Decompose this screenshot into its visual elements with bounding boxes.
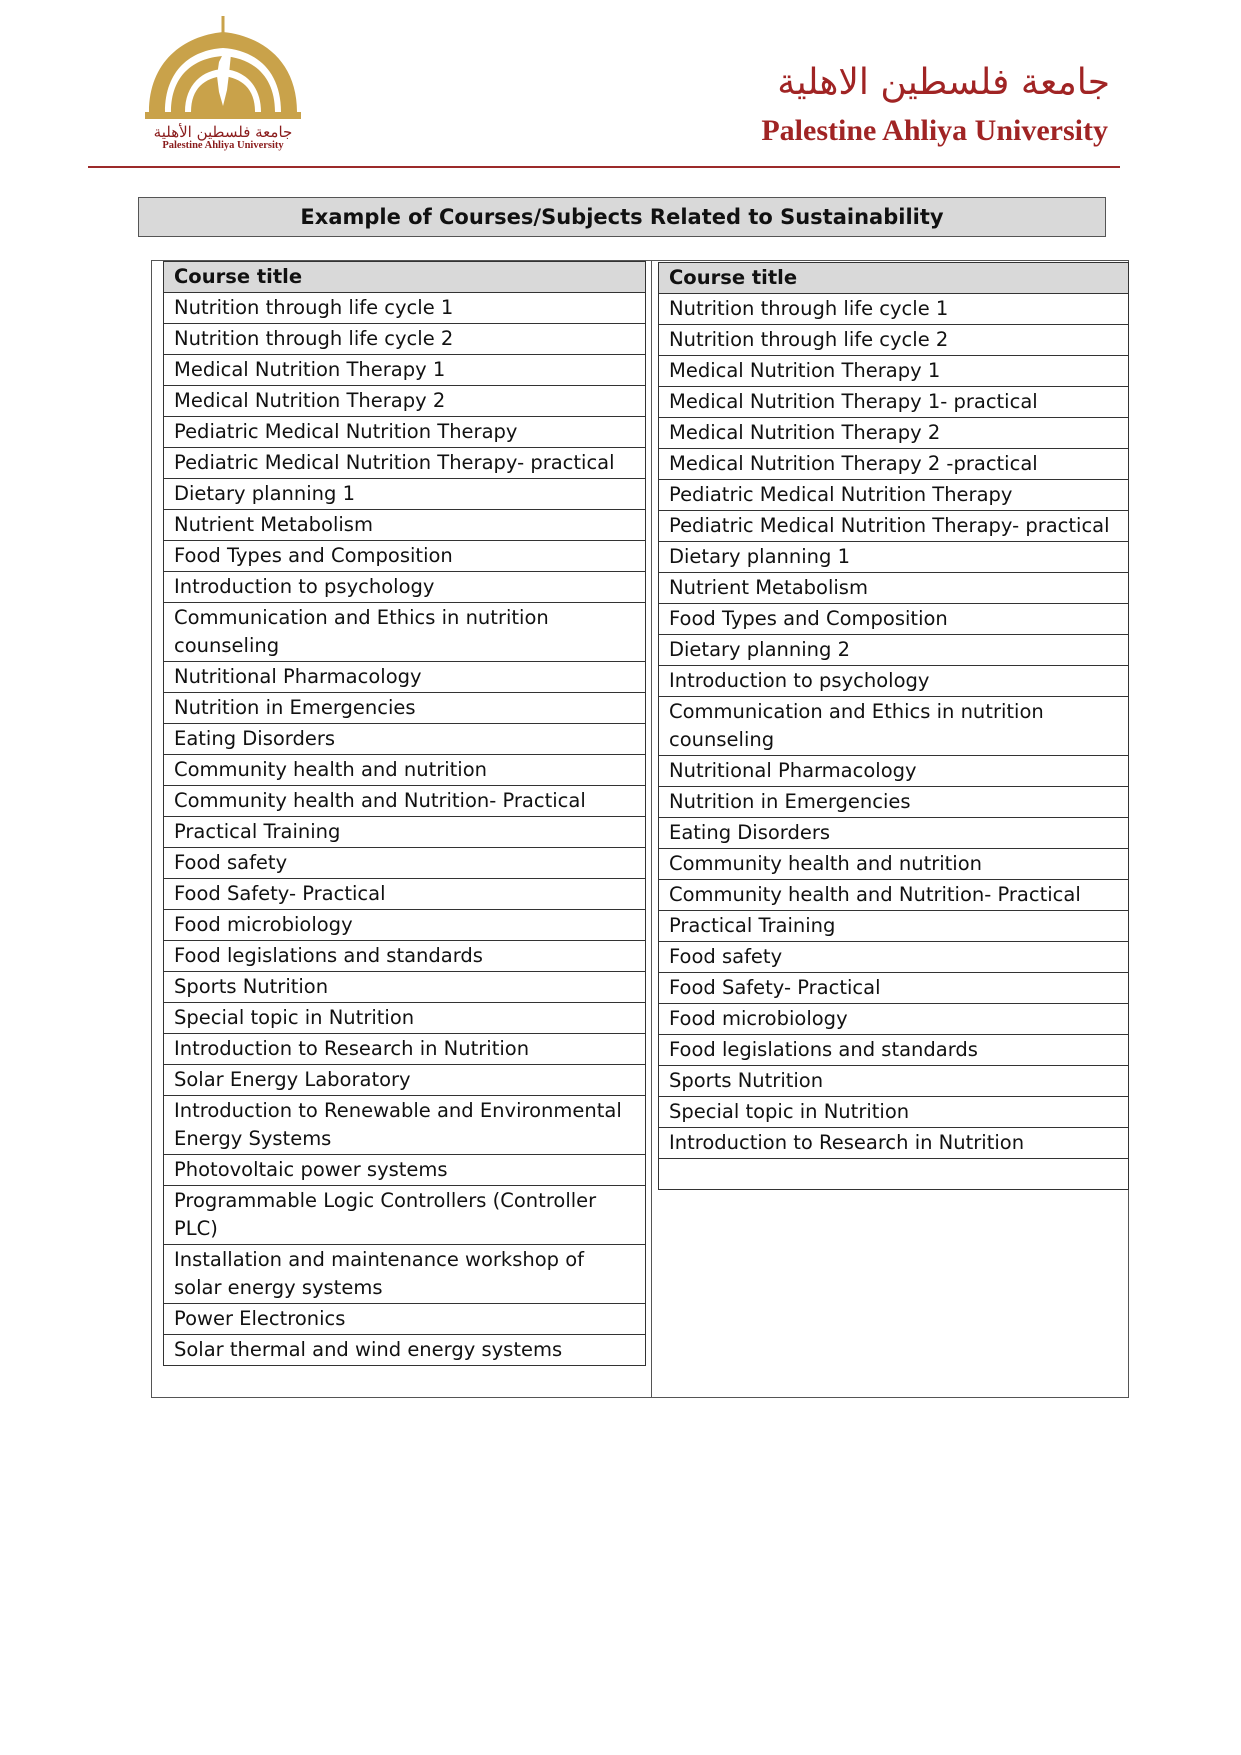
course-title-cell: Nutrition in Emergencies [164, 693, 646, 724]
right-course-table [658, 262, 1129, 1190]
table-row [164, 1096, 646, 1155]
course-title-cell: Nutrient Metabolism [659, 573, 1129, 604]
table-row [164, 510, 646, 541]
table-row [659, 573, 1129, 604]
course-title-cell: Communication and Ethics in nutrition counseling [164, 603, 646, 662]
table-row [164, 724, 646, 755]
course-title-cell: Medical Nutrition Therapy 1- practical [659, 387, 1129, 418]
course-title-cell: Nutritional Pharmacology [659, 756, 1129, 787]
table-row [164, 448, 646, 479]
course-title-cell: Eating Disorders [659, 818, 1129, 849]
table-row [659, 911, 1129, 942]
table-row [164, 941, 646, 972]
course-title-cell: Nutrition through life cycle 2 [164, 324, 646, 355]
course-title-cell: Dietary planning 1 [164, 479, 646, 510]
course-title-cell: Nutrition through life cycle 2 [659, 325, 1129, 356]
table-row [659, 849, 1129, 880]
course-title-cell: Nutrient Metabolism [164, 510, 646, 541]
column-divider [651, 260, 652, 1398]
table-row [659, 973, 1129, 1004]
table-row [659, 666, 1129, 697]
table-row [659, 787, 1129, 818]
table-row [164, 1034, 646, 1065]
header-divider [88, 166, 1120, 168]
course-title-cell: Eating Disorders [164, 724, 646, 755]
table-row [164, 417, 646, 448]
table-row [164, 572, 646, 603]
course-title-cell: Photovoltaic power systems [164, 1155, 646, 1186]
course-title-cell: Communication and Ethics in nutrition counseling [659, 697, 1129, 756]
table-row [659, 542, 1129, 573]
table-row [659, 449, 1129, 480]
course-title-cell: Programmable Logic Controllers (Controller PLC) [164, 1186, 646, 1245]
table-row [659, 387, 1129, 418]
table-row [659, 480, 1129, 511]
university-logo [128, 14, 318, 164]
table-row [164, 293, 646, 324]
table-row [164, 1065, 646, 1096]
course-title-cell: Community health and nutrition [164, 755, 646, 786]
table-row [164, 879, 646, 910]
table-row [659, 818, 1129, 849]
course-title-cell: Introduction to Renewable and Environmental Energy Systems [164, 1096, 646, 1155]
course-title-cell: Community health and nutrition [659, 849, 1129, 880]
course-title-cell: Dietary planning 2 [659, 635, 1129, 666]
table-row [164, 1186, 646, 1245]
course-title-cell: Food Types and Composition [164, 541, 646, 572]
table-row [164, 817, 646, 848]
course-title-cell: Food legislations and standards [659, 1035, 1129, 1066]
course-title-cell: Nutrition through life cycle 1 [659, 294, 1129, 325]
course-title-cell [659, 1159, 1129, 1190]
left-course-table [163, 261, 646, 1366]
table-row [659, 942, 1129, 973]
course-title-cell: Introduction to Research in Nutrition [659, 1128, 1129, 1159]
table-row [164, 324, 646, 355]
course-title-cell: Pediatric Medical Nutrition Therapy [164, 417, 646, 448]
course-title-cell: Dietary planning 1 [659, 542, 1129, 573]
table-row [659, 1066, 1129, 1097]
course-title-cell: Sports Nutrition [659, 1066, 1129, 1097]
course-title-cell: Power Electronics [164, 1304, 646, 1335]
table-row [164, 479, 646, 510]
table-row [659, 635, 1129, 666]
right-course-list [659, 294, 1129, 1190]
table-row [659, 511, 1129, 542]
university-name-english: Palestine Ahliya University [761, 114, 1108, 147]
table-row [659, 356, 1129, 387]
table-row [164, 541, 646, 572]
left-course-list [164, 293, 646, 1366]
table-row [659, 1128, 1129, 1159]
course-title-cell: Medical Nutrition Therapy 2 -practical [659, 449, 1129, 480]
course-title-cell: Sports Nutrition [164, 972, 646, 1003]
table-row [659, 756, 1129, 787]
course-title-cell: Food Types and Composition [659, 604, 1129, 635]
table-row [659, 325, 1129, 356]
course-title-cell: Solar Energy Laboratory [164, 1065, 646, 1096]
table-row [659, 294, 1129, 325]
logo-arabic-text: جامعة فلسطين الأهلية [153, 123, 293, 141]
table-row [659, 1004, 1129, 1035]
course-title-cell: Food Safety- Practical [164, 879, 646, 910]
table-row [659, 1097, 1129, 1128]
course-title-cell: Food legislations and standards [164, 941, 646, 972]
table-row [164, 910, 646, 941]
table-row [164, 1155, 646, 1186]
table-row [164, 786, 646, 817]
course-title-cell: Community health and Nutrition- Practical [659, 880, 1129, 911]
course-title-cell: Food safety [164, 848, 646, 879]
course-title-cell: Pediatric Medical Nutrition Therapy- practical [659, 511, 1129, 542]
document-title: Example of Courses/Subjects Related to Sustainability [138, 197, 1106, 237]
table-row [659, 604, 1129, 635]
course-title-cell: Medical Nutrition Therapy 1 [164, 355, 646, 386]
course-title-cell: Community health and Nutrition- Practical [164, 786, 646, 817]
course-title-cell: Food microbiology [659, 1004, 1129, 1035]
course-title-cell: Medical Nutrition Therapy 1 [659, 356, 1129, 387]
table-row [659, 418, 1129, 449]
course-title-cell: Practical Training [659, 911, 1129, 942]
table-row [659, 697, 1129, 756]
university-name-arabic: جامعة فلسطين الاهلية [777, 62, 1110, 103]
course-title-cell: Medical Nutrition Therapy 2 [659, 418, 1129, 449]
table-row [164, 848, 646, 879]
table-row [164, 662, 646, 693]
course-title-cell: Special topic in Nutrition [659, 1097, 1129, 1128]
table-row [164, 355, 646, 386]
table-row [164, 603, 646, 662]
table-row [164, 693, 646, 724]
course-title-cell: Installation and maintenance workshop of solar energy systems [164, 1245, 646, 1304]
table-row [164, 1304, 646, 1335]
course-title-cell: Solar thermal and wind energy systems [164, 1335, 646, 1366]
table-row [164, 1003, 646, 1034]
table-row [164, 755, 646, 786]
table-row [659, 880, 1129, 911]
table-row [659, 1035, 1129, 1066]
course-title-cell: Special topic in Nutrition [164, 1003, 646, 1034]
course-title-cell: Food microbiology [164, 910, 646, 941]
table-header: Course title [164, 262, 646, 293]
course-title-cell: Food safety [659, 942, 1129, 973]
course-title-cell: Food Safety- Practical [659, 973, 1129, 1004]
course-title-cell: Introduction to psychology [659, 666, 1129, 697]
course-title-cell: Pediatric Medical Nutrition Therapy [659, 480, 1129, 511]
course-title-cell: Introduction to Research in Nutrition [164, 1034, 646, 1065]
table-row [164, 386, 646, 417]
course-title-cell: Nutrition through life cycle 1 [164, 293, 646, 324]
dome-logo-icon [143, 14, 303, 122]
course-title-cell: Pediatric Medical Nutrition Therapy- practical [164, 448, 646, 479]
table-row [164, 972, 646, 1003]
course-title-cell: Practical Training [164, 817, 646, 848]
page-header [88, 14, 1120, 170]
course-title-cell: Medical Nutrition Therapy 2 [164, 386, 646, 417]
logo-english-text: Palestine Ahliya University [162, 140, 284, 151]
table-row [659, 1159, 1129, 1190]
table-header: Course title [659, 263, 1129, 294]
table-row [164, 1245, 646, 1304]
course-title-cell: Introduction to psychology [164, 572, 646, 603]
course-title-cell: Nutrition in Emergencies [659, 787, 1129, 818]
table-row [164, 1335, 646, 1366]
course-title-cell: Nutritional Pharmacology [164, 662, 646, 693]
